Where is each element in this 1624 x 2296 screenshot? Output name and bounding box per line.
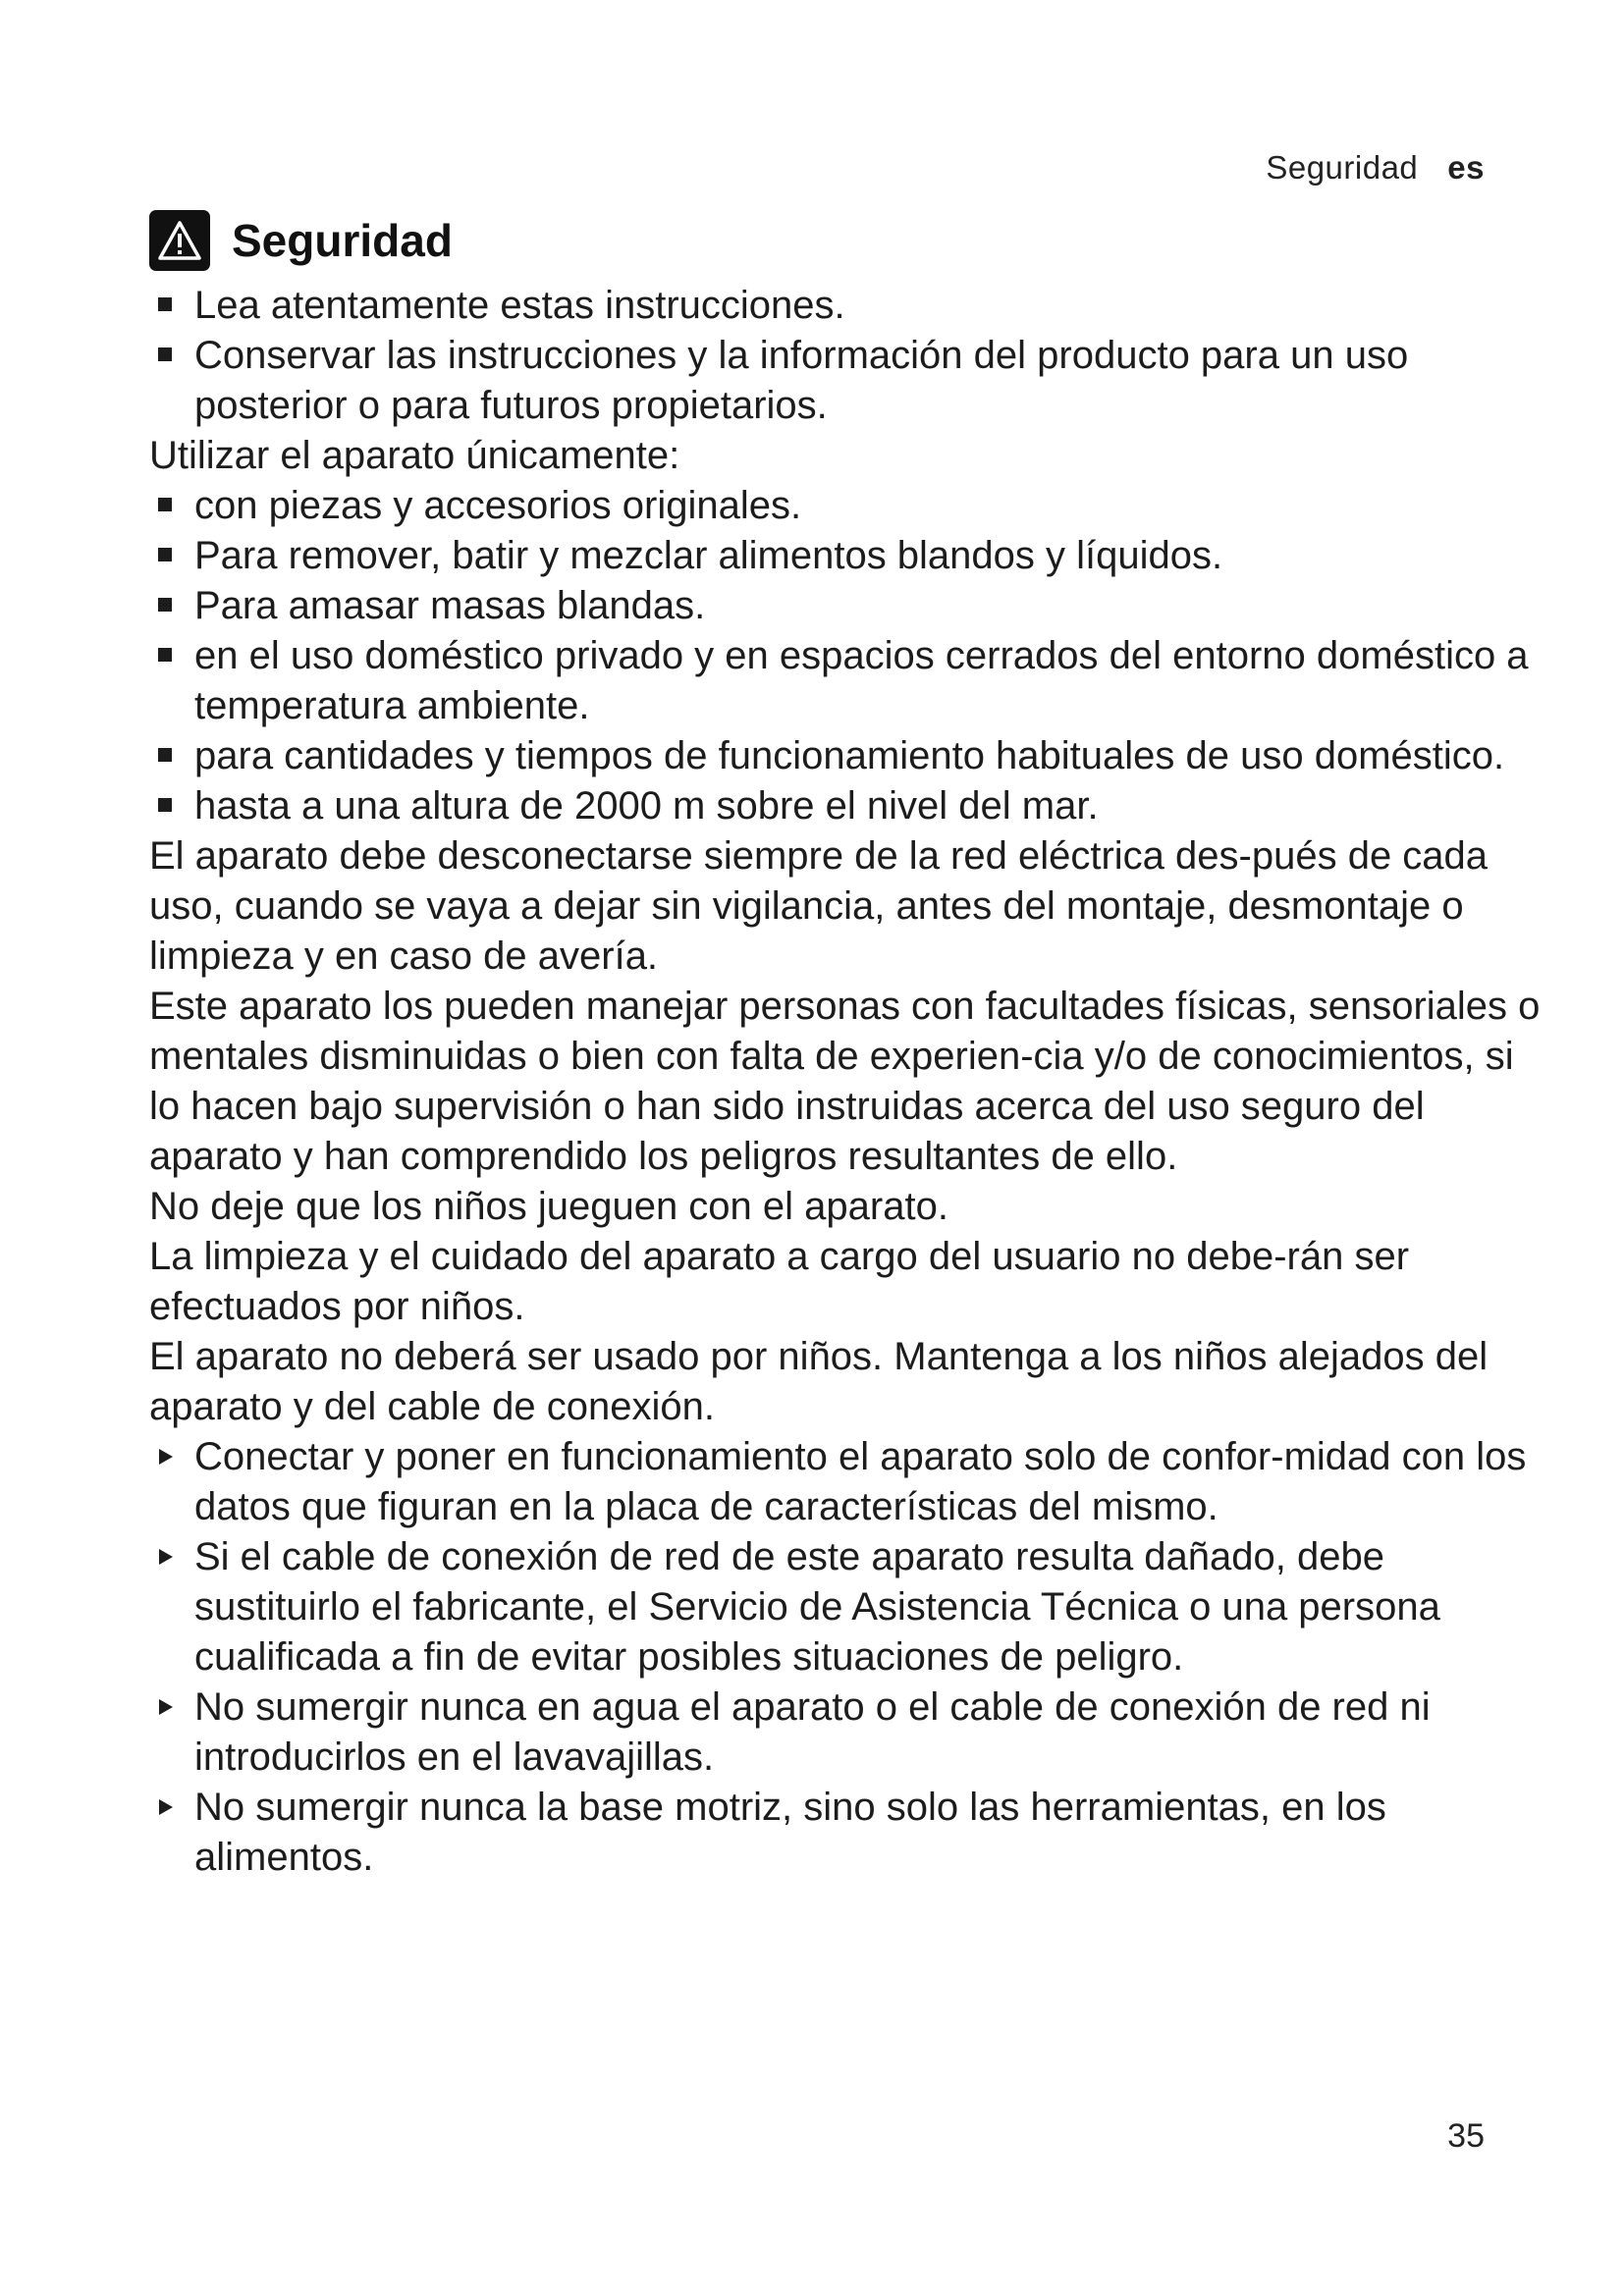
page-number: 35 <box>1447 2117 1485 2155</box>
arrow-right-icon <box>159 1799 173 1815</box>
bullet-square-icon <box>158 748 172 762</box>
list-item-text: hasta a una altura de 2000 m sobre el nivel del mar. <box>194 784 1099 828</box>
arrow-right-icon <box>159 1549 173 1565</box>
use-intro: Utilizar el aparato únicamente: <box>149 434 680 477</box>
paragraph: Este aparato los pueden manejar personas con facultades físicas, sensoriales o mentales disminuidas o bien con falta de experien-cia y/o de conocimientos, si lo hacen bajo supervisión o han sido instruidas acerca del uso seguro del aparato y han comprendido los peligros resultantes de ello. <box>149 985 1541 1178</box>
bullet-square-icon <box>158 498 172 511</box>
list-item <box>149 281 1543 331</box>
list-item <box>149 731 1543 781</box>
list-item <box>149 781 1543 831</box>
paragraph: No deje que los niños jueguen con el aparato. <box>149 1185 948 1228</box>
bullet-square-icon <box>158 347 172 361</box>
bullet-square-icon <box>158 648 172 662</box>
safety-content <box>149 281 1543 1883</box>
section-heading <box>149 210 453 271</box>
list-item-text: Para amasar masas blandas. <box>194 584 706 627</box>
action-item <box>149 1783 1543 1883</box>
action-item <box>149 1682 1543 1783</box>
running-header-language: es <box>1447 149 1485 186</box>
list-item <box>149 331 1543 431</box>
list-item <box>149 531 1543 581</box>
bullet-square-icon <box>158 297 172 311</box>
list-item <box>149 631 1543 731</box>
bullet-square-icon <box>158 598 172 612</box>
action-item-text: No sumergir nunca en agua el aparato o el cable de conexión de red ni introducirlos en el lavavajillas. <box>194 1685 1431 1779</box>
bullet-square-icon <box>158 798 172 812</box>
running-header <box>1266 149 1485 187</box>
action-item <box>149 1532 1543 1682</box>
list-item-text: en el uso doméstico privado y en espacios cerrados del entorno doméstico a temperatura ambiente. <box>194 634 1529 727</box>
paragraph: La limpieza y el cuidado del aparato a cargo del usuario no debe-rán ser efectuados por niños. <box>149 1235 1410 1328</box>
action-item <box>149 1432 1543 1532</box>
list-item-text: Para remover, batir y mezclar alimentos blandos y líquidos. <box>194 534 1223 577</box>
action-item-text: Si el cable de conexión de red de este aparato resulta dañado, debe sustituirlo el fabricante, el Servicio de Asistencia Técnica o una persona cualificada a fin de evitar posibles situaciones de peligro. <box>194 1535 1440 1679</box>
list-item-text: Conservar las instrucciones y la información del producto para un uso posterior o para futuros propietarios. <box>194 334 1409 427</box>
list-item <box>149 481 1543 531</box>
arrow-right-icon <box>159 1449 173 1465</box>
running-header-section: Seguridad <box>1266 149 1419 186</box>
action-item-text: Conectar y poner en funcionamiento el aparato solo de confor-midad con los datos que figuran en la placa de características del mismo. <box>194 1435 1527 1528</box>
arrow-right-icon <box>159 1699 173 1715</box>
action-item-text: No sumergir nunca la base motriz, sino solo las herramientas, en los alimentos. <box>194 1786 1386 1879</box>
list-item-text: con piezas y accesorios originales. <box>194 484 802 527</box>
paragraph: El aparato no deberá ser usado por niños. Mantenga a los niños alejados del aparato y del cable de conexión. <box>149 1335 1489 1428</box>
list-item-text: para cantidades y tiempos de funcionamiento habituales de uso doméstico. <box>194 734 1505 777</box>
list-item-text: Lea atentamente estas instrucciones. <box>194 284 845 327</box>
page-title: Seguridad <box>232 215 453 266</box>
warning-triangle-icon <box>149 210 210 271</box>
paragraph: El aparato debe desconectarse siempre de la red eléctrica des-pués de cada uso, cuando se vaya a dejar sin vigilancia, antes del montaje, desmontaje o limpieza y en caso de avería. <box>149 834 1489 978</box>
list-item <box>149 581 1543 631</box>
bullet-square-icon <box>158 548 172 561</box>
